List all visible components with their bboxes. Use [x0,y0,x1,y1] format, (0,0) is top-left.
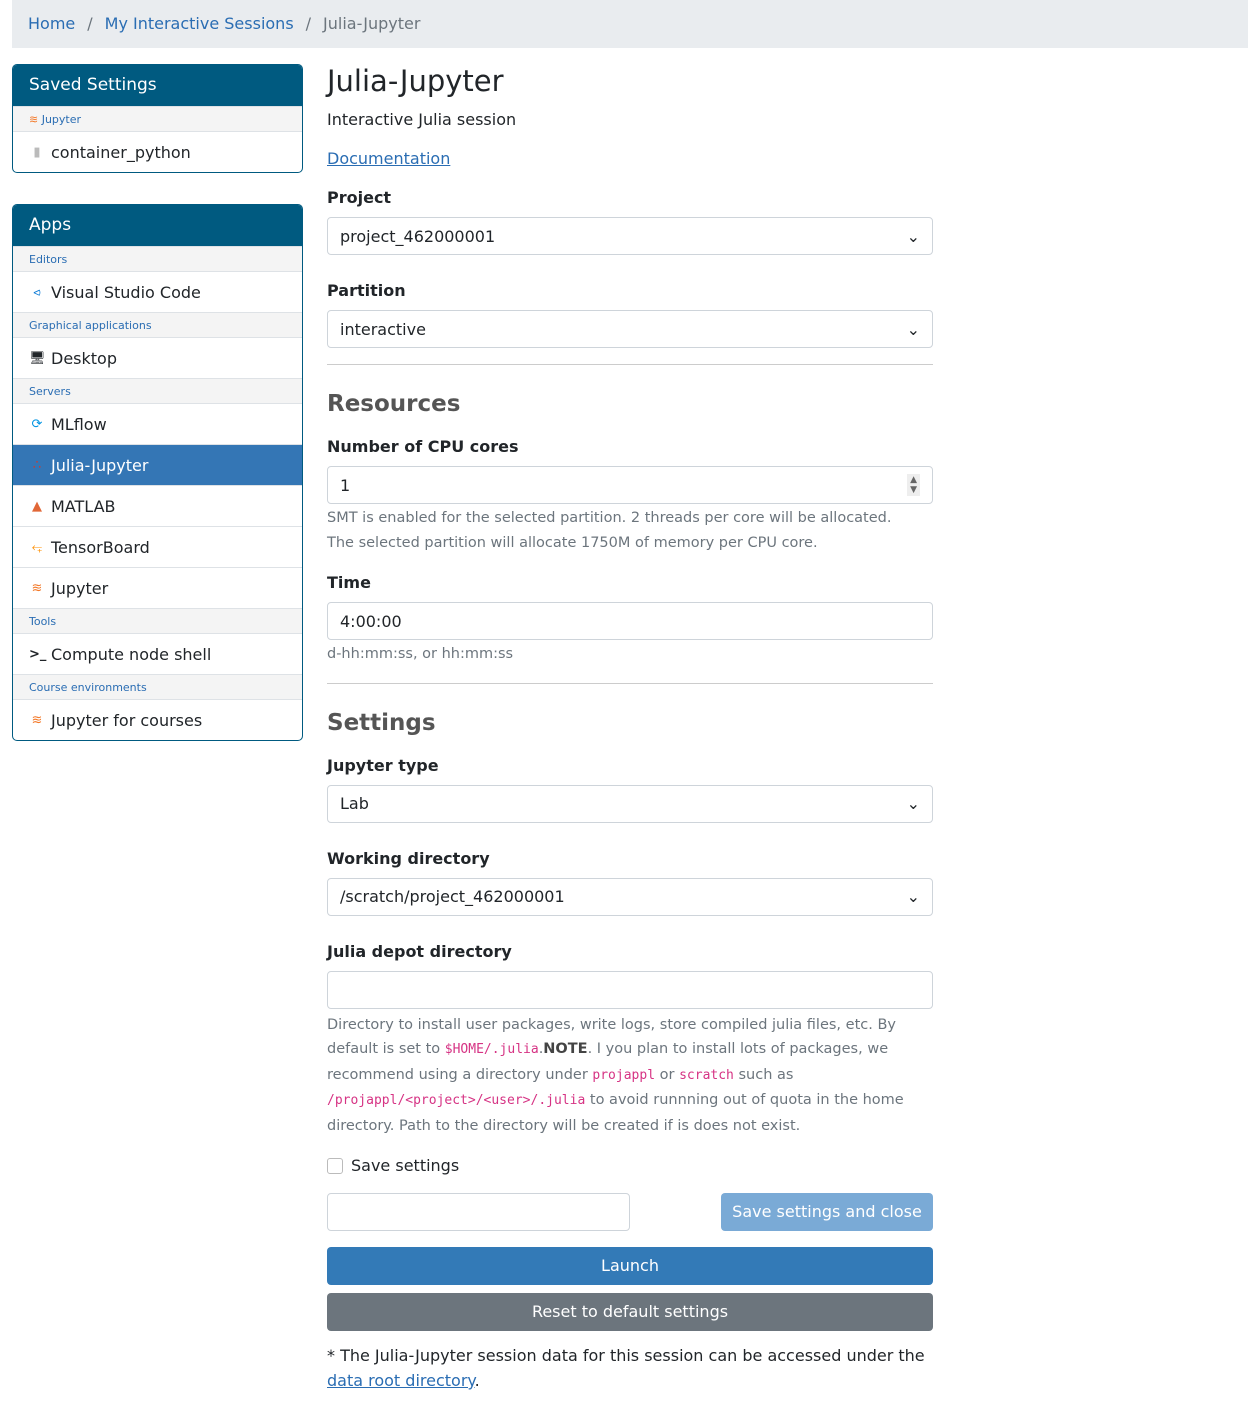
code: projappl [592,1067,656,1083]
apps-title: Apps [13,205,302,246]
app-matlab[interactable] [13,485,302,526]
save-settings-row [327,1156,933,1175]
group-tools: Tools [13,608,302,633]
spinner-icon[interactable]: ▲ ▼ [907,474,920,496]
depot-input[interactable] [327,971,933,1009]
breadcrumb-home[interactable]: Home [28,14,76,33]
breadcrumb [12,0,1248,48]
note: NOTE [543,1041,588,1057]
chevron-down-icon: ⌄ [906,319,920,339]
divider [327,364,933,365]
vscode-icon: ⪦ [33,284,41,300]
breadcrumb-sessions[interactable]: My Interactive Sessions [104,14,294,33]
partition-label: Partition [327,281,406,300]
t: . I you plan to install lots of packages, we recommend using a directory under [327,1041,889,1083]
cpu-help [327,506,933,555]
app-label: Jupyter for courses [51,710,203,730]
select-value: /scratch/project_462000001 [340,887,565,906]
terminal-icon: >_ [29,646,47,662]
page-subtitle: Interactive Julia session [327,110,517,129]
code: scratch [679,1067,734,1083]
working-dir-select[interactable] [327,878,933,916]
saved-item[interactable] [13,131,302,172]
cpu-input[interactable] [327,466,933,504]
file-icon: ▮ [33,144,41,160]
t: to avoid runnning out of quota in the home directory. Path to the directory will be created if is does not exist. [327,1092,904,1134]
project-select[interactable] [327,217,933,255]
working-dir-label: Working directory [327,848,490,868]
t: Directory to install user packages, write logs, store compiled julia files, etc. By default is set to [327,1016,896,1057]
app-shell[interactable] [13,633,302,674]
jupyter-type-label: Jupyter type [327,755,439,775]
app-label: TensorBoard [51,537,150,557]
app-jupyter-courses[interactable] [13,699,302,740]
save-settings-checkbox[interactable] [327,1158,343,1174]
input-value: 4:00:00 [340,611,402,631]
monitor-icon: 🖥 [29,350,46,366]
settings-heading: Settings [327,709,436,736]
chevron-down-icon: ⌄ [906,794,920,813]
app-label: Compute node shell [51,644,212,664]
jupyter-icon: ≋ [29,113,39,126]
chevron-down-icon: ⌄ [906,887,920,906]
session-form [327,60,933,1393]
launch-button[interactable]: Launch [327,1247,933,1285]
jupyter-icon: ≋ [31,712,43,728]
t: . [538,1041,544,1057]
resources-heading: Resources [327,391,461,417]
app-label: Julia-Jupyter [51,455,149,475]
breadcrumb-current: Julia-Jupyter [323,14,421,33]
group-graphical: Graphical applications [13,312,302,337]
footer-note [327,1343,933,1393]
separator: / [87,14,93,33]
app-desktop[interactable] [13,337,302,378]
separator: / [305,14,312,33]
save-close-button[interactable]: Save settings and close [721,1193,933,1231]
app-label: Jupyter [51,578,109,598]
jupyter-icon: ≋ [31,580,43,596]
cpu-label: Number of CPU cores [327,437,519,456]
t: or [655,1066,680,1083]
save-settings-label: Save settings [351,1156,460,1175]
t: * The Julia-Jupyter session data for this session can be accessed under the [327,1346,925,1365]
select-value: Lab [340,794,369,813]
select-value: project_462000001 [340,226,496,246]
group-editors: Editors [13,246,302,271]
t: . [474,1371,480,1390]
app-tensorboard[interactable] [13,526,302,567]
documentation-link[interactable]: Documentation [327,149,451,168]
time-input[interactable] [327,602,933,640]
t: such as [733,1066,794,1083]
data-root-link[interactable]: data root directory [327,1371,475,1390]
depot-help [327,1013,933,1139]
jupyter-type-select[interactable] [327,785,933,823]
app-julia-jupyter[interactable] [13,444,302,485]
code: $HOME/.julia [444,1042,539,1057]
app-jupyter[interactable] [13,567,302,608]
input-value: 1 [340,475,351,495]
save-row [327,1193,933,1231]
saved-settings-title: Saved Settings [13,65,302,106]
app-vscode[interactable] [13,271,302,312]
app-label: Visual Studio Code [51,282,201,302]
time-help: d-hh:mm:ss, or hh:mm:ss [327,646,514,662]
item-label: container_python [51,142,191,162]
app-label: MLflow [51,414,107,434]
apps-panel [12,204,303,741]
reset-button[interactable]: Reset to default settings [327,1293,933,1331]
group-servers: Servers [13,378,302,403]
help-text: The selected partition will allocate 1750M of memory per CPU core. [327,534,818,551]
divider [327,683,933,684]
project-label: Project [327,188,392,207]
help-text: SMT is enabled for the selected partition. 2 threads per core will be allocated. [327,510,892,526]
app-label: Desktop [51,348,117,368]
saved-group[interactable] [13,106,302,131]
chevron-down-icon: ⌄ [906,226,920,246]
code: /projappl/<project>/<user>/.julia [327,1093,586,1108]
settings-name-input[interactable] [327,1193,630,1231]
select-value: interactive [340,319,426,339]
saved-settings-panel [12,64,303,173]
group-label: Jupyter [41,113,82,126]
time-label: Time [327,573,371,592]
mlflow-icon: ⟳ [31,416,43,432]
partition-select[interactable] [327,310,933,348]
depot-label: Julia depot directory [327,941,512,961]
app-mlflow[interactable] [13,403,302,444]
group-courses: Course environments [13,674,302,699]
app-label: MATLAB [51,496,116,516]
matlab-icon: ▲ [32,498,42,514]
tensorflow-icon: ⥆ [31,539,43,555]
page-title: Julia-Jupyter [327,64,504,98]
julia-icon: ∴ [32,457,42,473]
